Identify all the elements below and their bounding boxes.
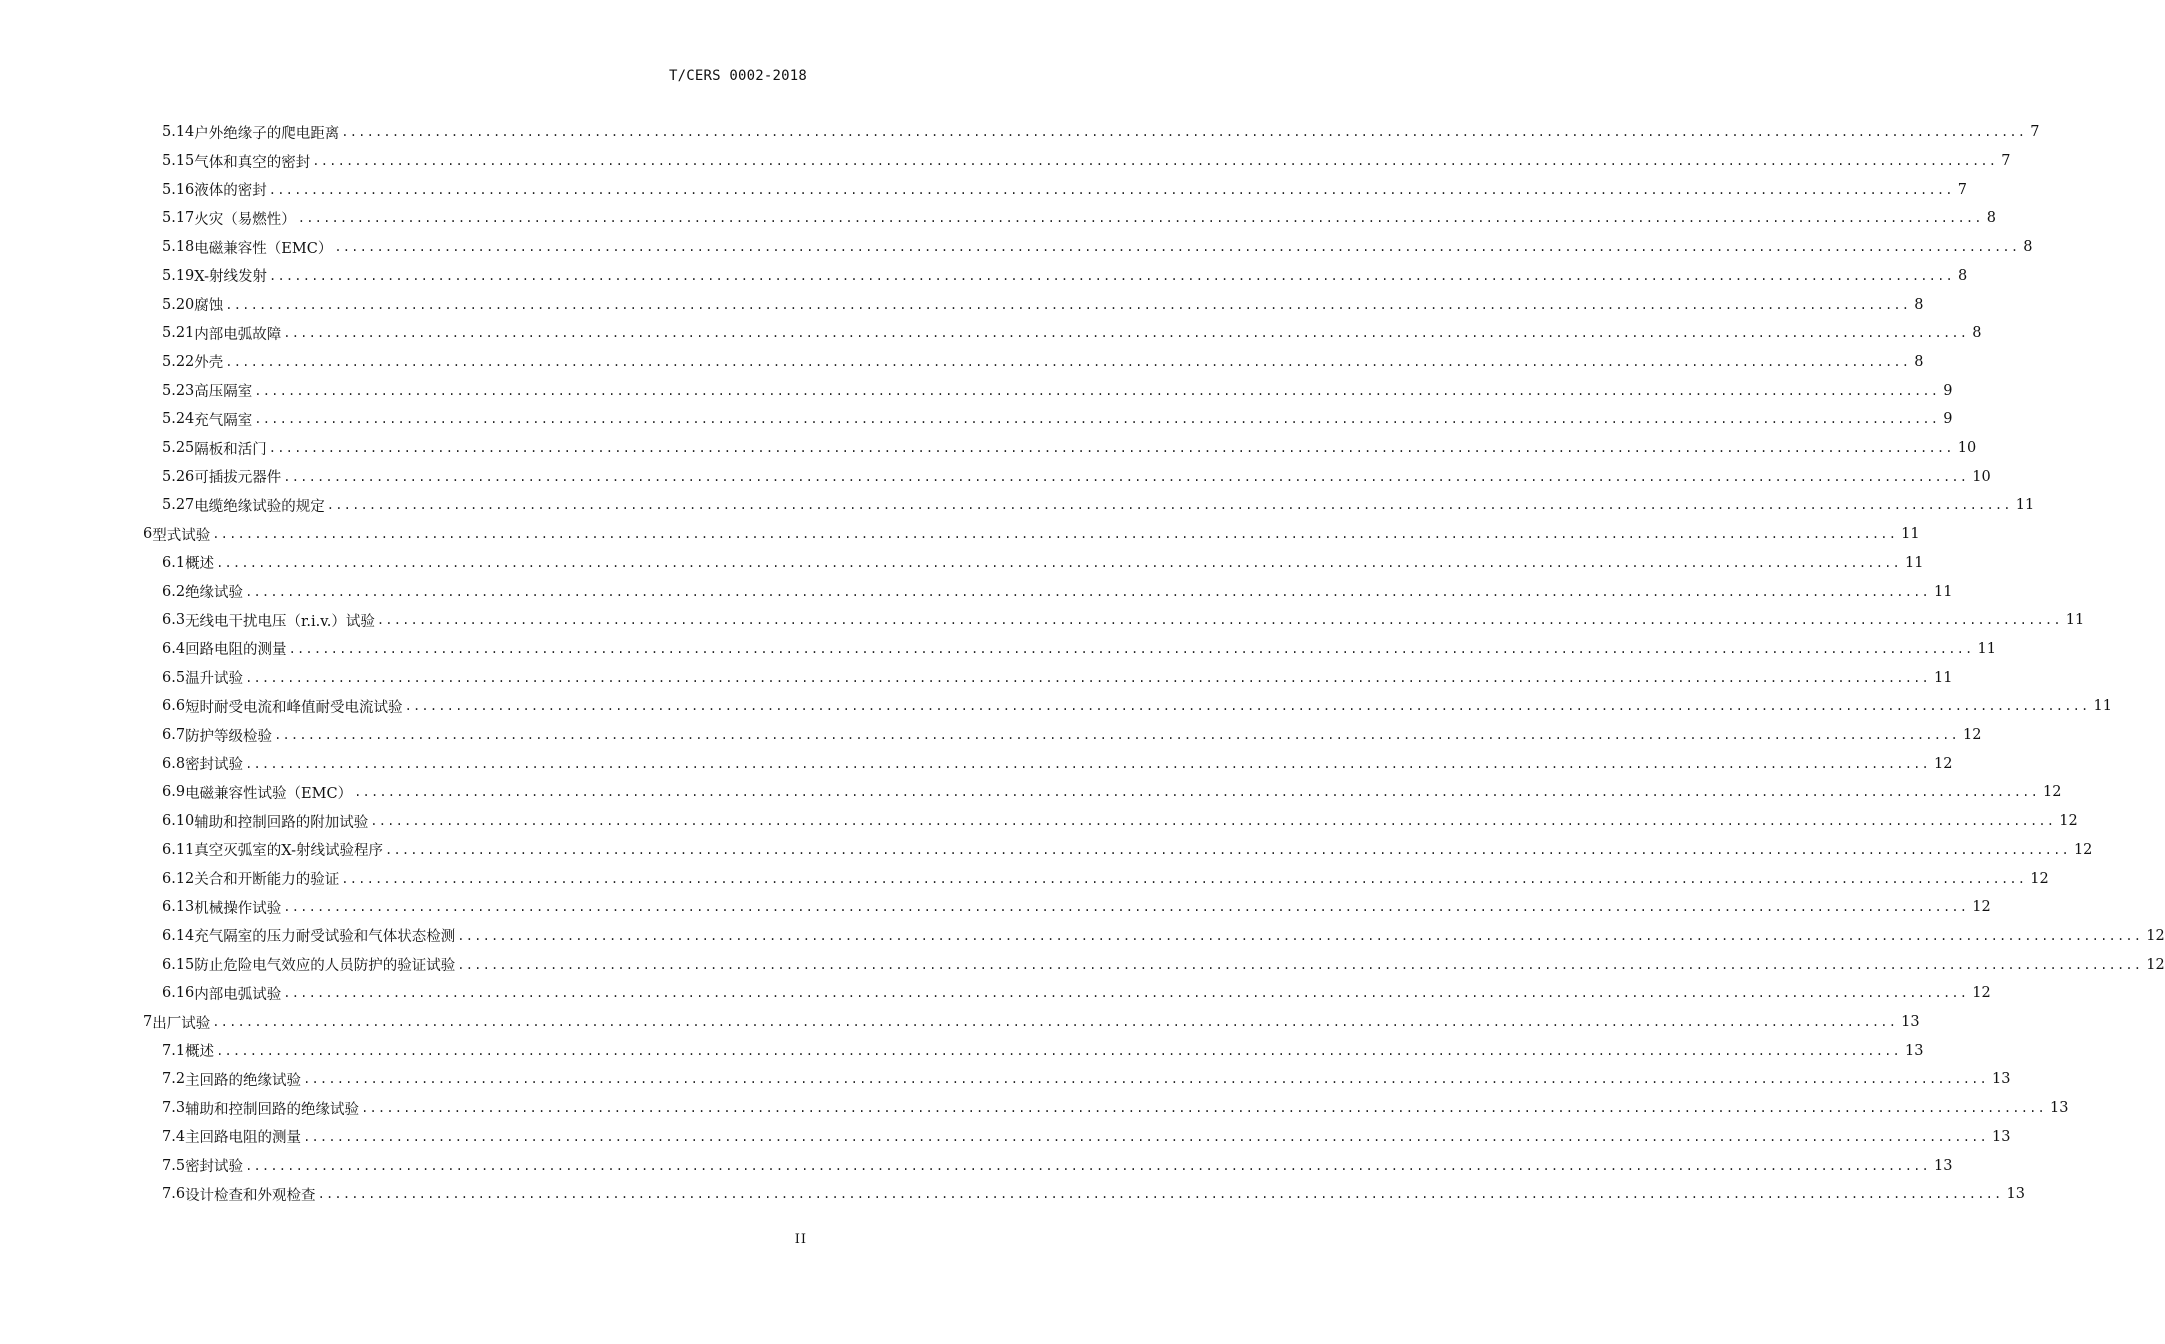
toc-entry-title: 火灾（易燃性）: [194, 211, 296, 228]
toc-dot-leader: ........................................................................................................................................................................................................: [303, 1129, 1988, 1144]
toc-entry[interactable]: [162, 663, 1953, 692]
toc-entry-number: 5.17: [162, 210, 195, 227]
toc-entry-number: 6: [143, 526, 153, 543]
toc-entry-number: 6.8: [162, 755, 186, 772]
toc-entry-title: 外壳: [194, 355, 224, 372]
toc-entry-number: 5.18: [162, 239, 195, 256]
toc-entry-number: 6.1: [162, 554, 186, 571]
toc-entry-page: 12: [2043, 784, 2062, 801]
toc-entry-number: 7.5: [162, 1157, 186, 1174]
toc-entry[interactable]: [162, 1036, 1924, 1065]
toc-entry[interactable]: [162, 290, 1924, 319]
toc-entry-number: 6.2: [162, 583, 186, 600]
toc-entry-number: 7: [143, 1014, 153, 1031]
toc-dot-leader: ........................................................................................................................................................................................................: [326, 498, 2012, 513]
toc-entry-number: 5.23: [162, 382, 195, 399]
toc-dot-leader: ........................................................................................................................................................................................................: [288, 641, 1974, 656]
toc-dot-leader: ........................................................................................................................................................................................................: [245, 1158, 1930, 1173]
toc-entry-title: 液体的密封: [194, 183, 267, 200]
toc-entry-number: 7.2: [162, 1071, 186, 1088]
toc-entry-page: 13: [1904, 1042, 1924, 1059]
toc-entry-title: 辅助和控制回路的绝缘试验: [185, 1101, 360, 1118]
toc-entry-title: 型式试验: [152, 527, 211, 544]
toc-entry-page: 12: [2059, 813, 2078, 830]
toc-dot-leader: ........................................................................................................................................................................................................: [245, 756, 1930, 771]
toc-entry-number: 6.9: [162, 784, 186, 801]
toc-entry-page: 12: [2030, 870, 2049, 887]
toc-entry[interactable]: [162, 606, 2085, 635]
toc-entry-page: 12: [1962, 727, 1982, 744]
toc-entry-number: 6.16: [162, 985, 195, 1002]
toc-entry[interactable]: [162, 635, 1996, 664]
toc-entry-title: 防止危险电气效应的人员防护的验证试验: [194, 958, 456, 975]
toc-entry-page: 11: [1904, 554, 1924, 571]
toc-dot-leader: ........................................................................................................................................................................................................: [457, 928, 2143, 943]
toc-entry-number: 7.4: [162, 1128, 186, 1145]
toc-entry[interactable]: [162, 405, 1953, 434]
toc-entry-page: 11: [1977, 640, 1996, 657]
toc-entry-number: 6.7: [162, 727, 186, 744]
document-code: T/CERS 0002-2018: [668, 68, 807, 84]
toc-entry[interactable]: [162, 1151, 1953, 1180]
toc-dot-leader: ........................................................................................................................................................................................................: [268, 182, 1954, 197]
toc-entry-number: 5.14: [162, 124, 195, 141]
toc-entry-page: 8: [2023, 239, 2033, 256]
toc-entry[interactable]: [162, 376, 1953, 405]
toc-entry-number: 5.27: [162, 497, 195, 514]
toc-entry[interactable]: [162, 979, 1991, 1008]
toc-dot-leader: ........................................................................................................................................................................................................: [361, 1101, 2046, 1116]
toc-dot-leader: ........................................................................................................................................................................................................: [254, 412, 1940, 427]
toc-entry-title: 温升试验: [185, 671, 244, 688]
toc-entry[interactable]: [162, 348, 1924, 377]
toc-entry[interactable]: [162, 577, 1953, 606]
toc-entry-page: 13: [2006, 1186, 2025, 1203]
toc-entry[interactable]: [162, 1065, 2011, 1094]
toc-entry-title: 腐蚀: [194, 298, 224, 315]
toc-entry-page: 9: [1943, 411, 1953, 428]
toc-entry-number: 5.24: [162, 411, 195, 428]
toc-dot-leader: ........................................................................................................................................................................................................: [283, 326, 1969, 341]
toc-entry-page: 13: [1991, 1128, 2011, 1145]
toc-entry-number: 7.3: [162, 1100, 186, 1117]
toc-entry[interactable]: [162, 692, 2112, 721]
toc-entry-number: 6.4: [162, 640, 186, 657]
toc-entry-page: 13: [1991, 1071, 2011, 1088]
toc-entry-title: 关合和开断能力的验证: [194, 872, 340, 889]
toc-entry-page: 8: [1914, 296, 1924, 313]
toc-entry[interactable]: [143, 520, 1920, 549]
toc-entry-page: 10: [1972, 468, 1991, 485]
toc-entry-title: 防护等级检验: [185, 728, 273, 745]
toc-entry[interactable]: [162, 462, 1991, 491]
toc-dot-leader: ........................................................................................................................................................................................................: [225, 354, 1911, 369]
toc-dot-leader: ........................................................................................................................................................................................................: [216, 1043, 1901, 1058]
toc-entry-title: 真空灭弧室的X-射线试验程序: [194, 843, 384, 860]
toc-entry-page: 7: [1957, 181, 1967, 198]
toc-entry-number: 7.6: [162, 1186, 186, 1203]
toc-entry-title: 隔板和活门: [194, 441, 267, 458]
toc-entry-number: 5.25: [162, 440, 195, 457]
toc-entry-number: 6.13: [162, 899, 195, 916]
toc-entry-number: 6.14: [162, 927, 195, 944]
toc-dot-leader: ........................................................................................................................................................................................................: [317, 1187, 2003, 1202]
toc-entry-title: 回路电阻的测量: [185, 642, 287, 659]
toc-entry-title: 电缆绝缘试验的规定: [194, 498, 325, 515]
toc-entry-page: 11: [1933, 669, 1953, 686]
toc-entry[interactable]: [162, 807, 2078, 836]
toc-dot-leader: ........................................................................................................................................................................................................: [457, 957, 2143, 972]
toc-entry-page: 10: [1957, 440, 1977, 457]
toc-entry-page: 7: [2001, 153, 2011, 170]
toc-entry[interactable]: [162, 147, 2011, 176]
toc-entry-title: 内部电弧试验: [194, 986, 282, 1003]
toc-entry-number: 6.6: [162, 698, 186, 715]
toc-entry-page: 13: [1933, 1157, 1953, 1174]
toc-entry-number: 7.1: [162, 1042, 186, 1059]
toc-entry-number: 5.22: [162, 353, 195, 370]
toc-dot-leader: ........................................................................................................................................................................................................: [297, 211, 1983, 226]
toc-entry-title: 无线电干扰电压（r.i.v.）试验: [185, 613, 375, 630]
toc-entry-page: 13: [1901, 1014, 1920, 1031]
toc-dot-leader: ........................................................................................................................................................................................................: [376, 613, 2062, 628]
toc-entry-page: 8: [1986, 210, 1996, 227]
toc-entry[interactable]: [162, 319, 1982, 348]
toc-entry-page: 11: [1901, 526, 1920, 543]
toc-entry-title: 密封试验: [185, 757, 244, 774]
toc-dot-leader: ........................................................................................................................................................................................................: [404, 699, 2090, 714]
toc-dot-leader: ........................................................................................................................................................................................................: [312, 154, 1998, 169]
toc-dot-leader: ........................................................................................................................................................................................................: [274, 728, 1959, 743]
toc-entry-number: 6.15: [162, 956, 195, 973]
toc-entry-title: 气体和真空的密封: [194, 154, 311, 171]
toc-entry-page: 12: [1933, 755, 1953, 772]
toc-dot-leader: ........................................................................................................................................................................................................: [370, 814, 2056, 829]
toc-entry-title: X-射线发射: [194, 269, 268, 286]
toc-entry-number: 5.15: [162, 153, 195, 170]
toc-entry-title: 概述: [185, 1044, 215, 1061]
toc-entry-page: 11: [1933, 583, 1953, 600]
toc-entry-title: 可插拔元器件: [194, 470, 282, 487]
toc-entry[interactable]: [162, 491, 2035, 520]
toc-entry-page: 12: [1972, 899, 1991, 916]
toc-entry-page: 8: [1914, 353, 1924, 370]
toc-dot-leader: ........................................................................................................................................................................................................: [283, 469, 1969, 484]
toc-entry-page: 12: [2146, 927, 2165, 944]
toc-dot-leader: ........................................................................................................................................................................................................: [354, 785, 2040, 800]
toc-entry[interactable]: [162, 233, 2033, 262]
toc-entry-page: 8: [1972, 325, 1982, 342]
toc-entry[interactable]: [162, 434, 1977, 463]
toc-entry-title: 电磁兼容性（EMC）: [194, 240, 333, 257]
toc-entry-title: 户外绝缘子的爬电距离: [194, 125, 340, 142]
page-number: II: [794, 1232, 807, 1247]
toc-dot-leader: ........................................................................................................................................................................................................: [341, 125, 2027, 140]
toc-entry-page: 12: [2146, 956, 2165, 973]
toc-entry[interactable]: [162, 204, 1996, 233]
toc-entry-title: 主回路的绝缘试验: [185, 1072, 302, 1089]
toc-entry[interactable]: [162, 864, 2049, 893]
toc-entry-title: 绝缘试验: [185, 585, 244, 602]
toc-dot-leader: ........................................................................................................................................................................................................: [245, 670, 1930, 685]
toc-dot-leader: ........................................................................................................................................................................................................: [385, 842, 2070, 857]
toc-entry-number: 6.3: [162, 612, 186, 629]
toc-dot-leader: ........................................................................................................................................................................................................: [245, 584, 1930, 599]
toc-entry-number: 5.20: [162, 296, 195, 313]
toc-entry[interactable]: [162, 549, 1924, 578]
toc-dot-leader: ........................................................................................................................................................................................................: [341, 871, 2027, 886]
toc-entry[interactable]: [162, 893, 1991, 922]
toc-entry[interactable]: [162, 1123, 2011, 1152]
toc-entry-title: 电磁兼容性试验（EMC）: [185, 785, 353, 802]
toc-entry-page: 8: [1957, 267, 1968, 284]
toc-entry-page: 7: [2030, 124, 2040, 141]
toc-entry-title: 密封试验: [185, 1159, 244, 1176]
toc-entry[interactable]: [162, 1094, 2069, 1123]
toc-entry-title: 概述: [185, 556, 215, 573]
toc-dot-leader: ........................................................................................................................................................................................................: [283, 900, 1969, 915]
toc-entry-number: 6.11: [162, 841, 195, 858]
toc-dot-leader: ........................................................................................................................................................................................................: [212, 1015, 1898, 1030]
toc-entry-number: 6.12: [162, 870, 195, 887]
toc-entry-page: 11: [2093, 698, 2112, 715]
toc-entry-number: 6.10: [162, 813, 195, 830]
toc-entry[interactable]: [162, 950, 2165, 979]
toc-entry-title: 内部电弧故障: [194, 326, 282, 343]
toc-entry-title: 出厂试验: [152, 1015, 211, 1032]
toc-entry-number: 5.16: [162, 181, 195, 198]
toc-entry[interactable]: [162, 262, 1968, 291]
toc-dot-leader: ........................................................................................................................................................................................................: [303, 1072, 1988, 1087]
toc-entry-title: 设计检查和外观检查: [185, 1187, 316, 1204]
toc-entry-page: 11: [2065, 612, 2085, 629]
toc-entry-title: 充气隔室: [194, 412, 253, 429]
toc-entry-title: 主回路电阻的测量: [185, 1130, 302, 1147]
toc-entry-number: 5.21: [162, 325, 195, 342]
toc-entry-page: 12: [2073, 841, 2093, 858]
toc-dot-leader: ........................................................................................................................................................................................................: [212, 527, 1898, 542]
toc-entry-number: 6.5: [162, 669, 186, 686]
toc-dot-leader: ........................................................................................................................................................................................................: [225, 297, 1911, 312]
toc-entry-title: 短时耐受电流和峰值耐受电流试验: [185, 699, 403, 716]
toc-entry-title: 充气隔室的压力耐受试验和气体状态检测: [194, 929, 456, 946]
toc-entry[interactable]: [162, 778, 2062, 807]
toc-entry[interactable]: [143, 1008, 1920, 1037]
toc-entry-page: 11: [2015, 497, 2035, 514]
toc-entry[interactable]: [162, 836, 2093, 865]
toc-entry-title: 高压隔室: [194, 384, 253, 401]
toc-entry[interactable]: [162, 175, 1967, 204]
toc-dot-leader: ........................................................................................................................................................................................................: [269, 268, 1954, 283]
toc-entry[interactable]: [162, 749, 1953, 778]
toc-entry-page: 13: [2049, 1100, 2069, 1117]
toc-entry-title: 辅助和控制回路的附加试验: [194, 814, 369, 831]
toc-dot-leader: ........................................................................................................................................................................................................: [216, 555, 1901, 570]
toc-dot-leader: ........................................................................................................................................................................................................: [334, 240, 2020, 255]
toc-dot-leader: ........................................................................................................................................................................................................: [254, 383, 1940, 398]
toc-entry[interactable]: [162, 118, 2040, 147]
toc-entry-number: 5.26: [162, 468, 195, 485]
toc-entry-page: 9: [1943, 382, 1953, 399]
toc-dot-leader: ........................................................................................................................................................................................................: [268, 441, 1954, 456]
toc-dot-leader: ........................................................................................................................................................................................................: [283, 986, 1969, 1001]
toc-entry-number: 5.19: [162, 267, 195, 284]
toc-entry[interactable]: [162, 1180, 2025, 1209]
toc-entry[interactable]: [162, 721, 1982, 750]
toc-entry[interactable]: [162, 922, 2165, 951]
toc-entry-page: 12: [1972, 985, 1991, 1002]
toc-entry-title: 机械操作试验: [194, 900, 282, 917]
